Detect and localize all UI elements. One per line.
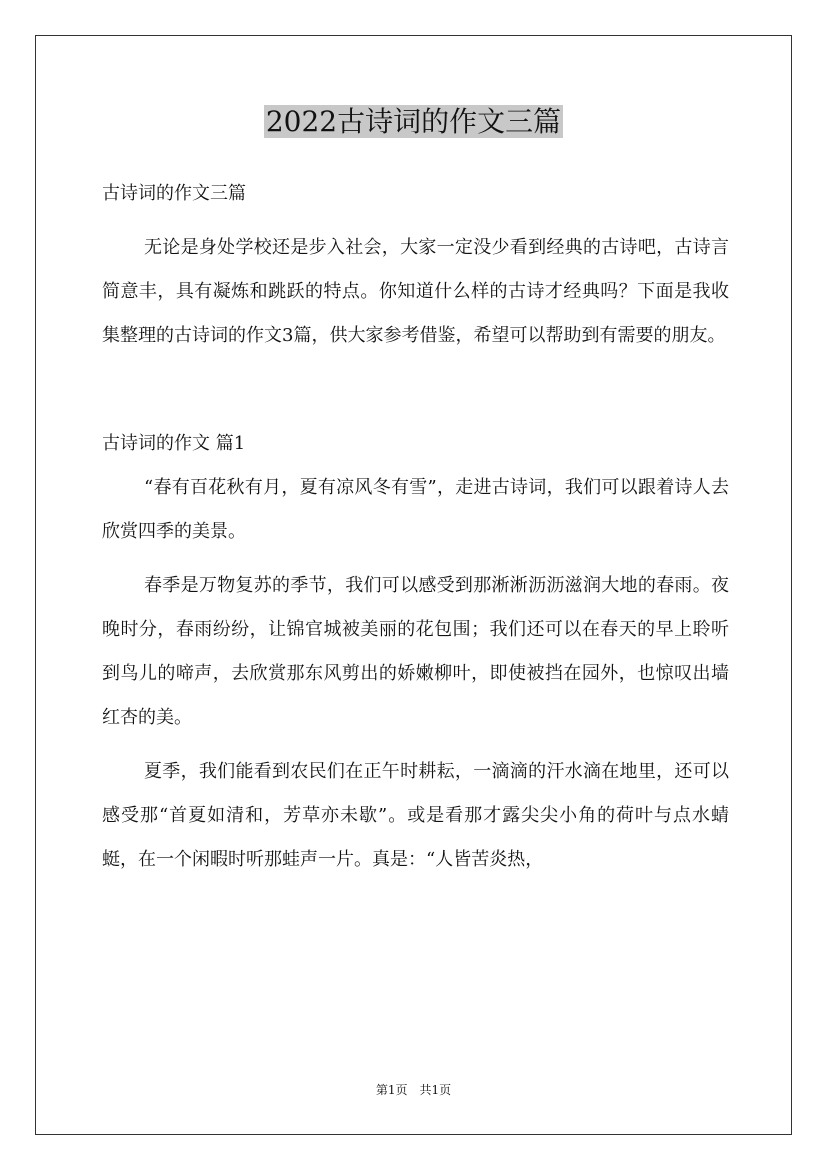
section-spacer: [102, 358, 729, 422]
section1-paragraph-2: 春季是万物复苏的季节，我们可以感受到那淅淅沥沥滋润大地的春雨。夜晚时分，春雨纷纷，让锦官城被美丽的花包围；我们还可以在春天的早上聆听到鸟儿的啼声，去欣赏那东风剪出的娇嫩柳叶，即使被挡在园外，也惊叹出墙红杏的美。: [102, 575, 729, 728]
document-title: 2022古诗词的作文三篇: [265, 105, 562, 138]
section1-paragraph-3: 夏季，我们能看到农民们在正午时耕耘，一滴滴的汗水滴在地里，还可以感受那“首夏如清和，芳草亦未歇”。或是看那才露尖尖小角的荷叶与点水蜻蜓，在一个闲暇时听那蛙声一片。真是：“人皆苦炎热，: [102, 761, 729, 870]
page-number: 第1页 共1页: [375, 1083, 452, 1097]
section-heading-1: 古诗词的作文 篇1: [102, 433, 246, 454]
page-footer: [0, 1080, 827, 1100]
document-body: [102, 172, 729, 882]
section1-paragraph-1: “春有百花秋有月，夏有凉风冬有雪”，走进古诗词，我们可以跟着诗人去欣赏四季的美景。: [102, 477, 729, 542]
document-title-container: [0, 100, 827, 144]
document-subtitle: 古诗词的作文三篇: [102, 183, 246, 204]
paragraph-spacer: [102, 740, 729, 750]
intro-paragraph: 无论是身处学校还是步入社会，大家一定没少看到经典的古诗吧，古诗言简意丰，具有凝炼和跳跃的特点。你知道什么样的古诗才经典吗？下面是我收集整理的古诗词的作文3篇，供大家参考借鉴，希望可以帮助到有需要的朋友。: [102, 237, 729, 346]
paragraph-spacer: [102, 554, 729, 564]
